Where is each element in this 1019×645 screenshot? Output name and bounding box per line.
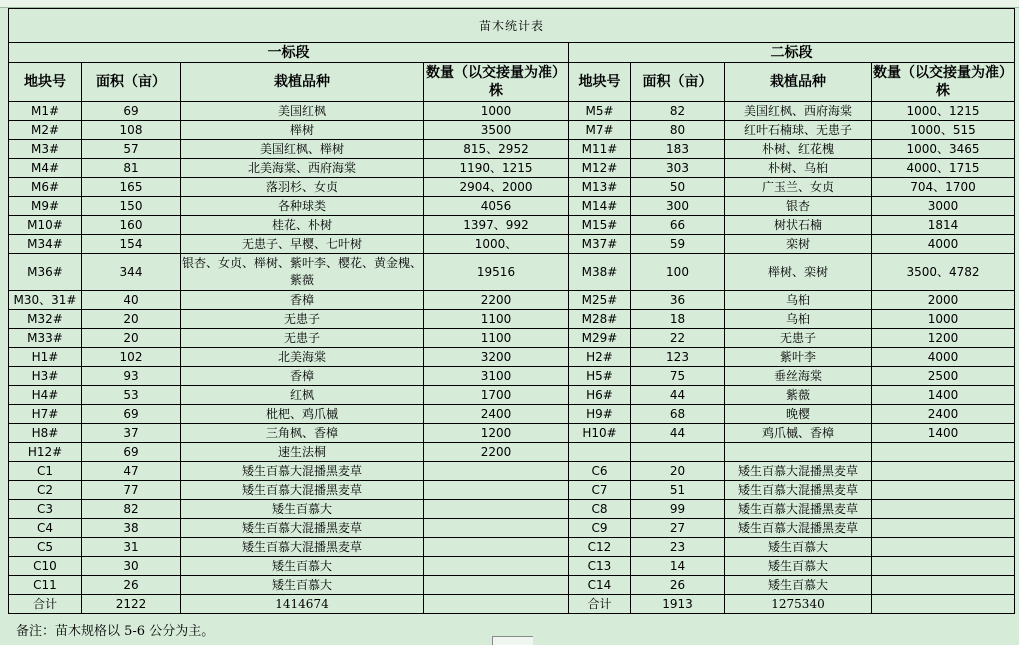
table-cell: 矮生百慕大混播黑麦草: [181, 481, 424, 500]
table-cell: C5: [9, 538, 82, 557]
table-row: [9, 538, 1015, 557]
table-cell: 垂丝海棠: [725, 367, 872, 386]
table-cell: 2904、2000: [424, 178, 569, 197]
table-cell: M6#: [9, 178, 82, 197]
table-cell: 矮生百慕大混播黑麦草: [725, 519, 872, 538]
table-row: [9, 235, 1015, 254]
table-cell: 81: [82, 159, 181, 178]
table-cell: H6#: [569, 386, 631, 405]
table-cell: 38: [82, 519, 181, 538]
table-cell: 26: [82, 576, 181, 595]
table-cell: 4000、1715: [872, 159, 1015, 178]
table-cell: H2#: [569, 348, 631, 367]
table-cell: 69: [82, 443, 181, 462]
table-cell: M11#: [569, 140, 631, 159]
table-cell: M36#: [9, 254, 82, 291]
table-cell: 各种球类: [181, 197, 424, 216]
table-row: [9, 102, 1015, 121]
table-cell: 99: [631, 500, 725, 519]
table-cell: [424, 462, 569, 481]
table-cell: 80: [631, 121, 725, 140]
table-cell: 落羽杉、女贞: [181, 178, 424, 197]
table-cell: 160: [82, 216, 181, 235]
column-header: 栽植品种: [181, 63, 424, 102]
table-cell: 1814: [872, 216, 1015, 235]
table-cell: 鸡爪槭、香樟: [725, 424, 872, 443]
table-cell: C7: [569, 481, 631, 500]
table-cell: 无患子: [181, 329, 424, 348]
table-cell: 1190、1215: [424, 159, 569, 178]
table-cell: 4056: [424, 197, 569, 216]
table-row: [9, 291, 1015, 310]
table-cell: 40: [82, 291, 181, 310]
table-cell: 栾树: [725, 235, 872, 254]
table-cell: H12#: [9, 443, 82, 462]
footnote: 备注：苗木规格以 5-6 公分为主。: [16, 624, 215, 639]
table-cell: 57: [82, 140, 181, 159]
table-cell: H8#: [9, 424, 82, 443]
table-cell: C9: [569, 519, 631, 538]
table-cell: H1#: [9, 348, 82, 367]
table-cell: 3000: [872, 197, 1015, 216]
table-cell: 20: [631, 462, 725, 481]
table-cell: H4#: [9, 386, 82, 405]
section-row: [9, 43, 1015, 63]
table-cell: 1000、3465: [872, 140, 1015, 159]
table-cell: 1700: [424, 386, 569, 405]
table-cell: [872, 538, 1015, 557]
table-cell: 123: [631, 348, 725, 367]
table-cell: 165: [82, 178, 181, 197]
table-cell: M2#: [9, 121, 82, 140]
table-cell: 18: [631, 310, 725, 329]
table-cell: 银杏: [725, 197, 872, 216]
table-cell: 27: [631, 519, 725, 538]
table-cell: 3200: [424, 348, 569, 367]
table-cell: 矮生百慕大混播黑麦草: [725, 481, 872, 500]
table-cell: 26: [631, 576, 725, 595]
table-cell: [569, 443, 631, 462]
table-row: [9, 310, 1015, 329]
section-header: 一标段: [9, 43, 569, 63]
table-row: [9, 121, 1015, 140]
table-cell: [424, 481, 569, 500]
table-cell: 108: [82, 121, 181, 140]
table-cell: 1275340: [725, 595, 872, 614]
table-cell: 68: [631, 405, 725, 424]
table-cell: 183: [631, 140, 725, 159]
table-title: 苗木统计表: [9, 9, 1015, 43]
table-cell: M30、31#: [9, 291, 82, 310]
table-cell: 66: [631, 216, 725, 235]
table-cell: 1000: [872, 310, 1015, 329]
table-cell: [872, 519, 1015, 538]
table-cell: 3500、4782: [872, 254, 1015, 291]
table-cell: 美国红枫: [181, 102, 424, 121]
table-cell: 19516: [424, 254, 569, 291]
table-cell: 1397、992: [424, 216, 569, 235]
table-cell: 2200: [424, 443, 569, 462]
table-cell: [424, 557, 569, 576]
table-cell: 59: [631, 235, 725, 254]
table-cell: 2500: [872, 367, 1015, 386]
table-cell: 4000: [872, 348, 1015, 367]
table-cell: 三角枫、香樟: [181, 424, 424, 443]
table-cell: 香樟: [181, 367, 424, 386]
table-cell: [872, 557, 1015, 576]
table-row: [9, 348, 1015, 367]
table-row: [9, 595, 1015, 614]
table-cell: [872, 500, 1015, 519]
table-cell: M28#: [569, 310, 631, 329]
table-row: [9, 576, 1015, 595]
table-cell: C3: [9, 500, 82, 519]
table-cell: 紫叶李: [725, 348, 872, 367]
table-cell: 桂花、朴树: [181, 216, 424, 235]
table-cell: 150: [82, 197, 181, 216]
table-cell: C4: [9, 519, 82, 538]
table-cell: [872, 481, 1015, 500]
table-cell: 1200: [424, 424, 569, 443]
table-cell: M13#: [569, 178, 631, 197]
table-cell: 香樟: [181, 291, 424, 310]
column-header: 地块号: [9, 63, 82, 102]
table-row: [9, 424, 1015, 443]
table-row: [9, 159, 1015, 178]
table-cell: M38#: [569, 254, 631, 291]
table-row: [9, 367, 1015, 386]
table-cell: [424, 538, 569, 557]
table-cell: 广玉兰、女贞: [725, 178, 872, 197]
column-header: 面积（亩）: [82, 63, 181, 102]
table-cell: 矮生百慕大: [725, 557, 872, 576]
table-cell: 20: [82, 310, 181, 329]
table-cell: 合计: [569, 595, 631, 614]
table-row: [9, 386, 1015, 405]
table-cell: 1100: [424, 310, 569, 329]
table-cell: 1400: [872, 386, 1015, 405]
table-cell: 矮生百慕大: [725, 538, 872, 557]
table-cell: 47: [82, 462, 181, 481]
table-cell: 矮生百慕大混播黑麦草: [181, 538, 424, 557]
table-cell: 37: [82, 424, 181, 443]
table-cell: 77: [82, 481, 181, 500]
table-cell: 北美海棠: [181, 348, 424, 367]
table-cell: 无患子、早樱、七叶树: [181, 235, 424, 254]
table-cell: C14: [569, 576, 631, 595]
table-row: [9, 405, 1015, 424]
table-cell: 矮生百慕大混播黑麦草: [181, 462, 424, 481]
column-header: 数量（以交接量为准）株: [872, 63, 1015, 102]
table-cell: C12: [569, 538, 631, 557]
table-cell: 合计: [9, 595, 82, 614]
table-cell: 1913: [631, 595, 725, 614]
column-header: 数量（以交接量为准）株: [424, 63, 569, 102]
table-cell: M34#: [9, 235, 82, 254]
table-cell: M32#: [9, 310, 82, 329]
table-cell: [424, 519, 569, 538]
table-cell: 矮生百慕大: [181, 500, 424, 519]
table-cell: M29#: [569, 329, 631, 348]
table-cell: 矮生百慕大混播黑麦草: [181, 519, 424, 538]
table-cell: 20: [82, 329, 181, 348]
table-cell: 23: [631, 538, 725, 557]
table-row: [9, 197, 1015, 216]
table-cell: M3#: [9, 140, 82, 159]
table-cell: 朴树、乌桕: [725, 159, 872, 178]
table-cell: [872, 462, 1015, 481]
table-cell: M33#: [9, 329, 82, 348]
table-cell: 300: [631, 197, 725, 216]
table-cell: 红叶石楠球、无患子: [725, 121, 872, 140]
table-cell: 154: [82, 235, 181, 254]
table-cell: 矮生百慕大: [181, 557, 424, 576]
table-cell: 3100: [424, 367, 569, 386]
table-cell: 朴树、红花槐: [725, 140, 872, 159]
table-cell: C1: [9, 462, 82, 481]
table-cell: H10#: [569, 424, 631, 443]
table-cell: H3#: [9, 367, 82, 386]
table-cell: 2200: [424, 291, 569, 310]
table-cell: 紫薇: [725, 386, 872, 405]
table-cell: M9#: [9, 197, 82, 216]
table-cell: 榉树: [181, 121, 424, 140]
table-cell: [872, 443, 1015, 462]
table-row: [9, 462, 1015, 481]
table-cell: M7#: [569, 121, 631, 140]
table-cell: 14: [631, 557, 725, 576]
table-cell: 344: [82, 254, 181, 291]
table-cell: 1000、: [424, 235, 569, 254]
table-row: [9, 481, 1015, 500]
table-cell: 晚樱: [725, 405, 872, 424]
table-cell: 银杏、女贞、榉树、紫叶李、樱花、黄金槐、紫薇: [181, 254, 424, 291]
table-cell: C6: [569, 462, 631, 481]
table-cell: 44: [631, 424, 725, 443]
table-cell: 1100: [424, 329, 569, 348]
table-cell: 53: [82, 386, 181, 405]
table-cell: 82: [631, 102, 725, 121]
table-cell: C13: [569, 557, 631, 576]
table-cell: M25#: [569, 291, 631, 310]
table-cell: 303: [631, 159, 725, 178]
table-cell: 30: [82, 557, 181, 576]
table-cell: 1000、1215: [872, 102, 1015, 121]
column-header: 地块号: [569, 63, 631, 102]
section-header: 二标段: [569, 43, 1015, 63]
table-cell: C2: [9, 481, 82, 500]
table-cell: 矮生百慕大: [181, 576, 424, 595]
table-cell: 75: [631, 367, 725, 386]
table-cell: 矮生百慕大混播黑麦草: [725, 462, 872, 481]
table-cell: M5#: [569, 102, 631, 121]
table-cell: H5#: [569, 367, 631, 386]
table-cell: 51: [631, 481, 725, 500]
table-row: [9, 140, 1015, 159]
table-cell: 1414674: [181, 595, 424, 614]
table-cell: 69: [82, 102, 181, 121]
table-cell: 枇杷、鸡爪槭: [181, 405, 424, 424]
table-cell: 树状石楠: [725, 216, 872, 235]
table-cell: 102: [82, 348, 181, 367]
table-cell: [631, 443, 725, 462]
table-row: [9, 254, 1015, 291]
table-cell: H9#: [569, 405, 631, 424]
nursery-stats-table: [8, 8, 1015, 614]
table-row: [9, 329, 1015, 348]
table-cell: 4000: [872, 235, 1015, 254]
table-row: [9, 519, 1015, 538]
table-cell: 31: [82, 538, 181, 557]
table-cell: 1000: [424, 102, 569, 121]
table-cell: 速生法桐: [181, 443, 424, 462]
table-cell: 榉树、栾树: [725, 254, 872, 291]
table-cell: 1200: [872, 329, 1015, 348]
table-cell: M1#: [9, 102, 82, 121]
table-cell: C10: [9, 557, 82, 576]
table-cell: 无患子: [725, 329, 872, 348]
table-cell: M15#: [569, 216, 631, 235]
table-cell: 3500: [424, 121, 569, 140]
table-cell: 矮生百慕大: [725, 576, 872, 595]
table-cell: H7#: [9, 405, 82, 424]
table-cell: 美国红枫、榉树: [181, 140, 424, 159]
table-cell: [424, 595, 569, 614]
table-cell: 93: [82, 367, 181, 386]
table-row: [9, 557, 1015, 576]
table-cell: [424, 576, 569, 595]
table-cell: 50: [631, 178, 725, 197]
table-cell: M10#: [9, 216, 82, 235]
table-cell: M14#: [569, 197, 631, 216]
table-cell: M37#: [569, 235, 631, 254]
table-row: [9, 178, 1015, 197]
table-cell: 36: [631, 291, 725, 310]
table-cell: 红枫: [181, 386, 424, 405]
table-row: [9, 500, 1015, 519]
table-cell: 美国红枫、西府海棠: [725, 102, 872, 121]
table-cell: 北美海棠、西府海棠: [181, 159, 424, 178]
table-cell: M4#: [9, 159, 82, 178]
column-header: 栽植品种: [725, 63, 872, 102]
table-cell: 乌桕: [725, 291, 872, 310]
table-cell: [725, 443, 872, 462]
table-cell: [872, 595, 1015, 614]
table-cell: [424, 500, 569, 519]
table-cell: [872, 576, 1015, 595]
table-cell: M12#: [569, 159, 631, 178]
table-cell: 乌桕: [725, 310, 872, 329]
table-cell: 2400: [872, 405, 1015, 424]
table-cell: 2400: [424, 405, 569, 424]
table-cell: 矮生百慕大混播黑麦草: [725, 500, 872, 519]
table-cell: 2122: [82, 595, 181, 614]
table-cell: 1400: [872, 424, 1015, 443]
table-cell: C11: [9, 576, 82, 595]
column-header-row: [9, 63, 1015, 102]
table-cell: 22: [631, 329, 725, 348]
table-cell: 1000、515: [872, 121, 1015, 140]
table-row: [9, 216, 1015, 235]
table-cell: 2000: [872, 291, 1015, 310]
table-cell: 44: [631, 386, 725, 405]
table-cell: 100: [631, 254, 725, 291]
table-cell: 704、1700: [872, 178, 1015, 197]
table-cell: C8: [569, 500, 631, 519]
table-cell: 82: [82, 500, 181, 519]
table-row: [9, 443, 1015, 462]
title-row: [9, 9, 1015, 43]
column-header: 面积（亩）: [631, 63, 725, 102]
sheet-top-edge: [0, 0, 1019, 8]
table-cell: 815、2952: [424, 140, 569, 159]
table-cell: 69: [82, 405, 181, 424]
table-cell: 无患子: [181, 310, 424, 329]
